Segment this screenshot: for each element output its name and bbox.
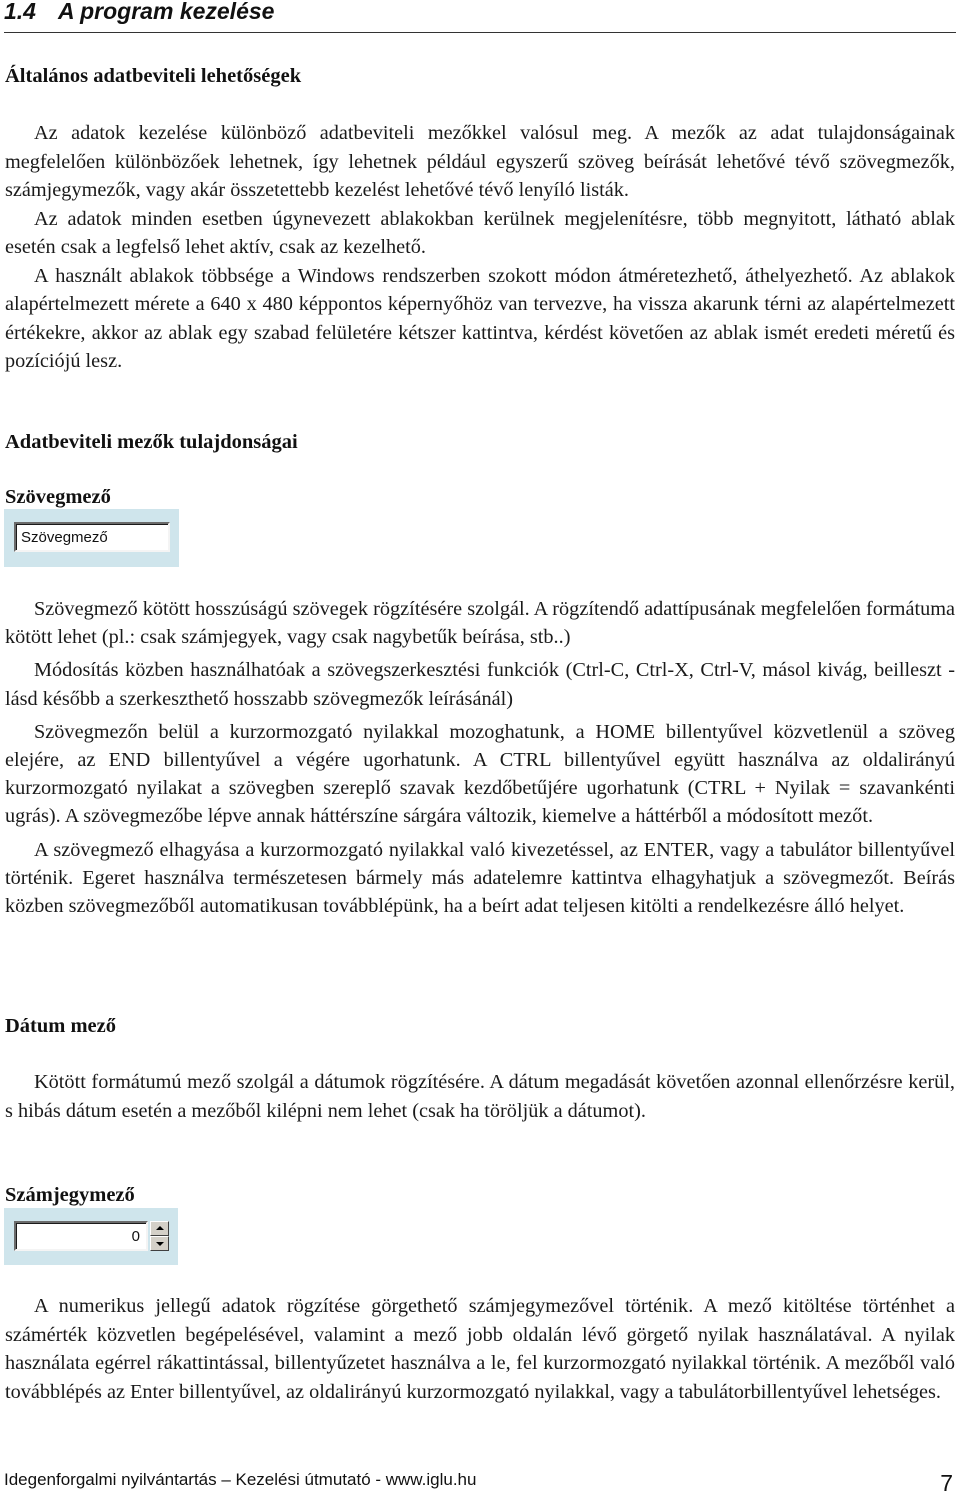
spin-down-button[interactable] xyxy=(150,1236,169,1251)
number-field-paragraph-1: A numerikus jellegű adatok rögzítése görgethető számjegymezővel történik. A mező kitöltése történhet a számérték közvetlen begépelésével, valamint a mező jobb oldalán lévő görgető nyilak használatával. A nyilak használata egérrel rákattintással, billentyűzetet használva a le, fel kurzormozgató nyilakkal történik. A mezőből való továbblépés az Enter billentyűvel, az oldalirányú kurzormozgató nyilakkal, vagy a tabulátorbillentyűvel lehetséges. xyxy=(5,1295,955,1403)
chapter-title-text: A program kezelése xyxy=(57,0,275,24)
field-properties-heading: Adatbeviteli mezők tulajdonságai xyxy=(5,431,298,453)
spin-up-arrow-icon xyxy=(156,1226,164,1230)
number-field-body xyxy=(5,1292,955,1406)
date-field-body xyxy=(5,1068,955,1125)
date-field-paragraph-1: Kötött formátumú mező szolgál a dátumok rögzítésére. A dátum megadását követően azonnal ellenőrzésre kerül, s hibás dátum esetén a mezőből kilépni nem lehet (csak ha töröljük a dátumot). xyxy=(5,1071,955,1122)
general-paragraph-2: Az adatok minden esetben úgynevezett ablakokban kerülnek megjelenítésre, több megnyitott, látható ablak esetén csak a legfelső lehet aktív, csak az kezelhető. xyxy=(5,207,955,258)
chapter-title xyxy=(4,0,274,26)
text-field-paragraph-4: A szövegmező elhagyása a kurzormozgató nyilakkal való kivezetéssel, az ENTER, vagy a tabulátor billentyűvel történik. Egeret használva természetesen bármely más adatelemre kattintva elhagyhatjuk a szövegmezőt. Beírás közben szövegmezőből automatikusan továbblépünk, ha a beírt adat teljesen kitölti a rendelkezésre álló helyet. xyxy=(5,838,955,918)
text-field-paragraph-3: Szövegmezőn belül a kurzormozgató nyilakkal mozoghatunk, a HOME billentyűvel közvetlenül a szöveg elejére, az END billentyűvel a végére ugorhatunk. A CTRL billentyűvel együtt használva az oldalirányú kurzormozgató nyilakat a szövegben szereplő szavak kezdőbetűjére ugorhatunk (CTRL + Nyilak = szavankénti ugrás). A szövegmezőbe lépve annak háttérszíne sárgára változik, kiemelve a háttérből a módosított mezőt. xyxy=(5,720,955,828)
number-field-screenshot xyxy=(4,1208,178,1265)
text-field-demo-input[interactable]: Szövegmező xyxy=(14,522,170,552)
text-field-body xyxy=(5,595,955,920)
text-field-heading: Szövegmező xyxy=(5,486,111,508)
text-field-screenshot xyxy=(4,509,179,567)
text-field-paragraph-1: Szövegmező kötött hosszúságú szövegek rögzítésére szolgál. A rögzítendő adattípusának megfelelően formátuma kötött lehet (pl.: csak számjegyek, vagy csak nagybetűk beírása, stb..) xyxy=(5,598,955,649)
page-number: 7 xyxy=(940,1470,953,1496)
page-footer-text: Idegenforgalmi nyilvántartás – Kezelési útmutató - www.iglu.hu xyxy=(4,1470,477,1489)
chapter-rule xyxy=(4,32,956,33)
text-field-paragraph-2: Módosítás közben használhatóak a szövegszerkesztési funkciók (Ctrl-C, Ctrl-X, Ctrl-V, másol kivág, beilleszt - lásd később a szerkeszthető hosszabb szövegmezők leírásánál) xyxy=(5,659,955,710)
general-paragraph-1: Az adatok kezelése különböző adatbeviteli mezőkkel valósul meg. A mezők az adat tulajdonságainak megfelelően különbözőek lehetnek, így lehetnek például egyszerű szöveg beírását lehetővé tévő szövegmezők, számjegymezők, vagy akár összetettebb kezelést lehetővé tévő lenyíló listák. xyxy=(5,122,955,201)
number-field-heading: Számjegymező xyxy=(5,1184,135,1206)
number-field-demo-input[interactable]: 0 xyxy=(14,1221,148,1251)
chapter-number: 1.4 xyxy=(4,0,36,24)
spin-down-arrow-icon xyxy=(156,1242,164,1246)
general-heading: Általános adatbeviteli lehetőségek xyxy=(5,65,302,87)
date-field-heading: Dátum mező xyxy=(5,1015,117,1037)
general-paragraph-3: A használt ablakok többsége a Windows rendszerben szokott módon átméretezhető, áthelyezhető. Az ablakok alapértelmezett mérete a 640 x 480 képpontos képernyőhöz van tervezve, ha vissza akarunk térni az alapértelmezett értékekre, akkor az ablak egy szabad felületére kétszer kattintva, kérdést követően az ablak ismét eredeti méretű és pozíciójú lesz. xyxy=(5,264,955,372)
number-spinner xyxy=(150,1221,169,1251)
general-body xyxy=(5,119,955,376)
spin-up-button[interactable] xyxy=(150,1221,169,1236)
